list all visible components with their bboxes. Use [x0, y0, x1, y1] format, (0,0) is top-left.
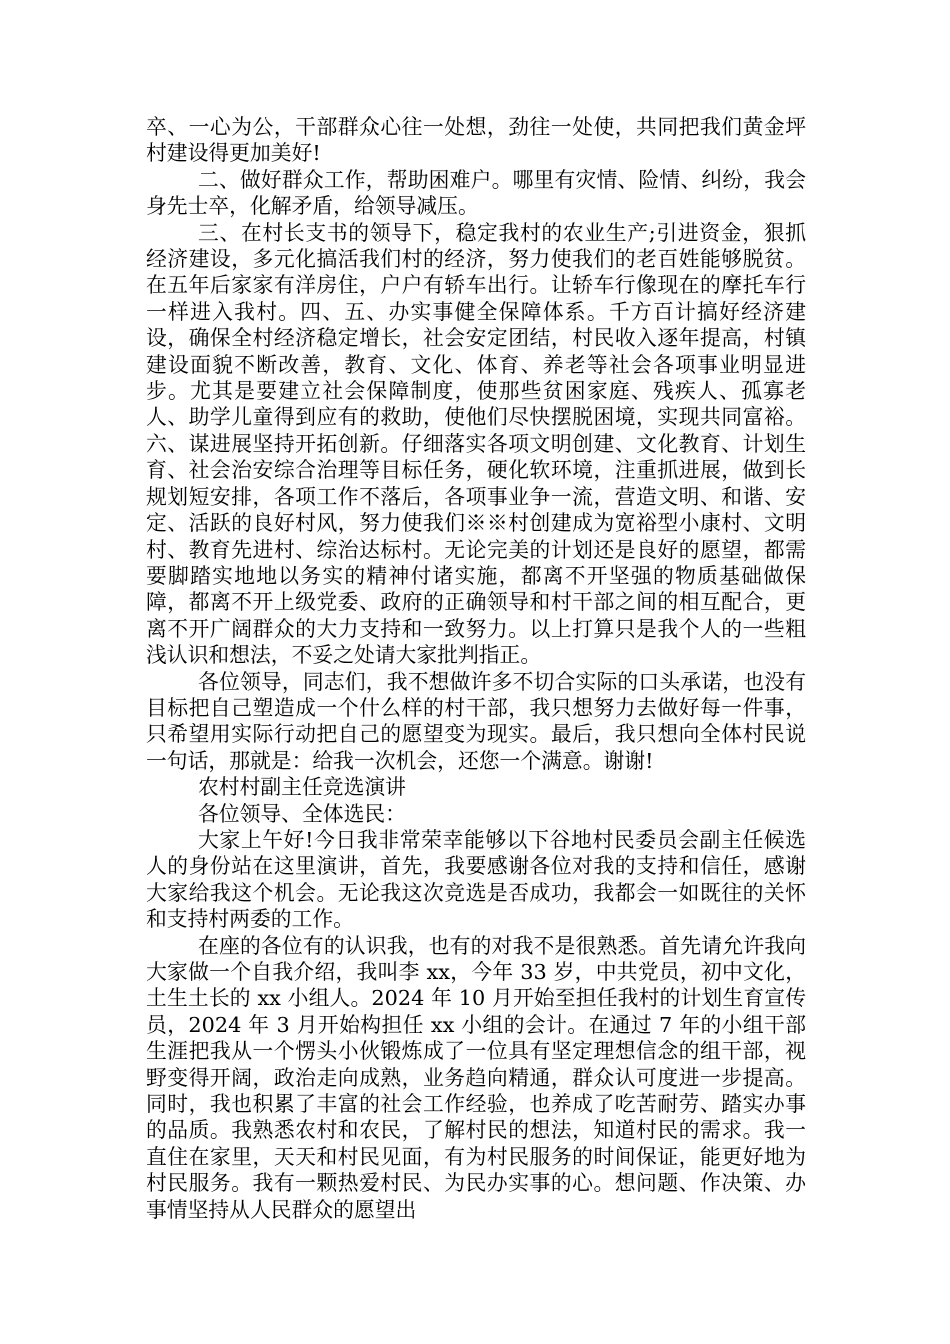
- paragraph: 大家上午好!今日我非常荣幸能够以下谷地村民委员会副主任候选人的身份站在这里演讲，首先，我要感谢各位对我的支持和信任，感谢大家给我这个机会。无论我这次竞选是否成功，我都会一如既往的关怀和支持村两委的工作。: [146, 827, 806, 932]
- paragraph: 各位领导，同志们，我不想做许多不切合实际的口头承诺，也没有目标把自己塑造成一个什么样的村干部，我只想努力去做好每一件事，只希望用实际行动把自己的愿望变为现实。最后，我只想向全体村民说一句话，那就是：给我一次机会，还您一个满意。谢谢!: [146, 669, 806, 773]
- section-title: 农村村副主任竞选演讲: [198, 775, 406, 800]
- salutation: 各位领导、全体选民：: [198, 801, 406, 826]
- paragraph: 在座的各位有的认识我，也有的对我不是很熟悉。首先请允许我向大家做一个自我介绍，我叫李 xx，今年 33 岁，中共党员，初中文化，土生土长的 xx 小组人。2024 年 10 月开始至担任我村的计划生育宣传员，2024 年 3 月开始构担任 xx 小组的会计。在通过 7 年的小组干部生涯把我从一个愣头小伙锻炼成了一位具有坚定理想信念的组干部，视野变得开阔，政治走向成熟，业务趋向精通，群众认可度进一步提高。同时，我也积累了丰富的社会工作经验，也养成了吃苦耐劳、踏实办事的品质。我熟悉农村和农民，了解村民的想法，知道村民的需求。我一直住在家里，天天和村民见面，有为村民服务的时间保证，能更好地为村民服务。我有一颗热爱村民、为民办实事的心。想问题、作决策、办事情坚持从人民群众的愿望出: [146, 933, 806, 1222]
- paragraph-continuation: 卒、一心为公，干部群众心往一处想，劲往一处使，共同把我们黄金坪村建设得更加美好!: [146, 115, 806, 166]
- document-page: [146, 114, 806, 1223]
- paragraph: 二、做好群众工作，帮助困难户。哪里有灾情、险情、纠纷，我会身先士卒，化解矛盾，给领导减压。: [146, 167, 806, 219]
- paragraph: 三、在村长支书的领导下，稳定我村的农业生产;引进资金，狠抓经济建设，多元化搞活我们村的经济，努力使我们的老百姓能够脱贫。在五年后家家有洋房住，户户有轿车出行。让轿车行像现在的摩托车行一样进入我村。四、五、办实事健全保障体系。千方百计搞好经济建设，确保全村经济稳定增长，社会安定团结，村民收入逐年提高，村镇建设面貌不断改善，教育、文化、体育、养老等社会各项事业明显进步。尤其是要建立社会保障制度，使那些贫困家庭、残疾人、孤寡老人、助学儿童得到应有的救助，使他们尽快摆脱困境，实现共同富裕。六、谋进展坚持开拓创新。仔细落实各项文明创建、文化教育、计划生育、社会治安综合治理等目标任务，硬化软环境，注重抓进展，做到长规划短安排，各项工作不落后，各项事业争一流，营造文明、和谐、安定、活跃的良好村风，努力使我们※※村创建成为宽裕型小康村、文明村、教育先进村、综治达标村。无论完美的计划还是良好的愿望，都需要脚踏实地地以务实的精神付诸实施，都离不开坚强的物质基础做保障，都离不开上级党委、政府的正确领导和村干部之间的相互配合，更离不开广阔群众的大力支持和一致努力。以上打算只是我个人的一些粗浅认识和想法，不妥之处请大家批判指正。: [146, 220, 806, 668]
